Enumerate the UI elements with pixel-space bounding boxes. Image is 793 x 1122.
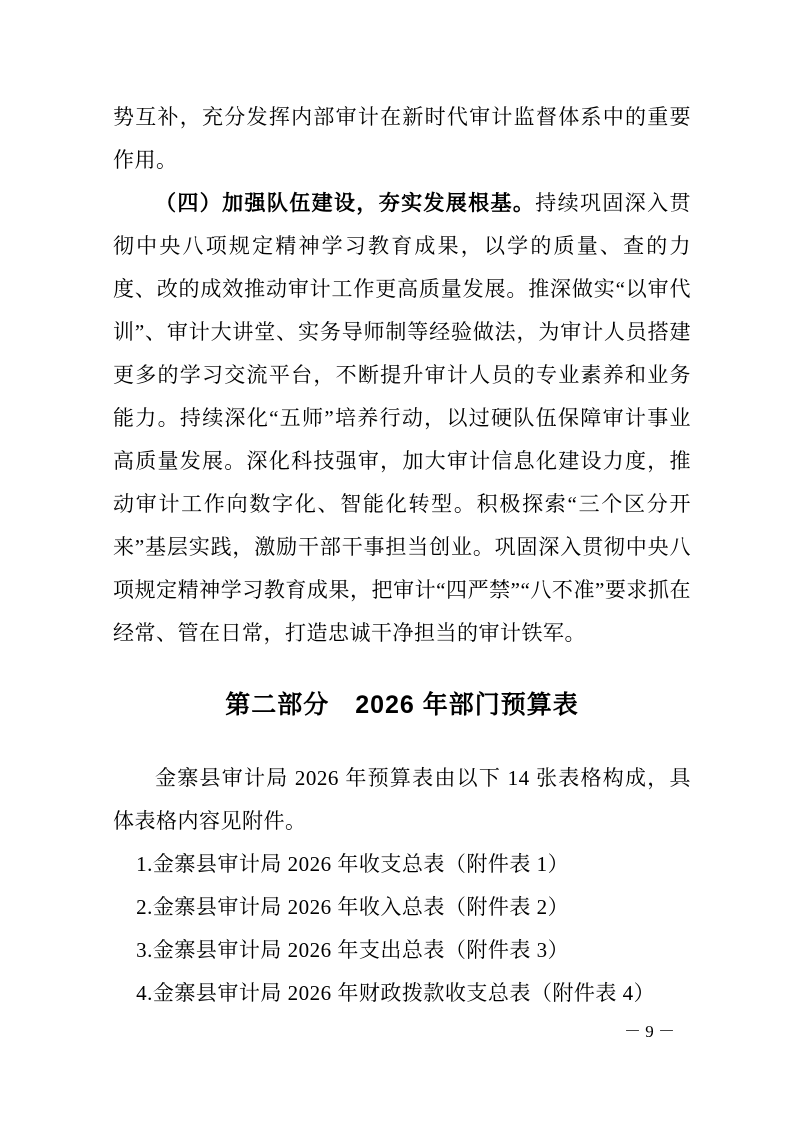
paragraph-continuation: 势互补，充分发挥内部审计在新时代审计监督体系中的重要作用。 [113, 105, 691, 172]
list-item: 1.金寨县审计局 2026 年收支总表（附件表 1） [136, 852, 570, 876]
section4-bold-lead: （四）加强队伍建设，夯实发展根基。 [155, 191, 536, 215]
paragraph-tables-intro: 金寨县审计局 2026 年预算表由以下 14 张表格构成，具体表格内容见附件。 [113, 766, 691, 833]
document-body [113, 96, 691, 1015]
section4-body-text: 持续巩固深入贯彻中央八项规定精神学习教育成果，以学的质量、查的力度、改的成效推动审计工作更高质量发展。推深做实“以审代训”、审计大讲堂、实务导师制等经验做法，为审计人员搭建更多的学习交流平台，不断提升审计人员的专业素养和业务能力。持续深化“五师”培养行动，以过硬队伍保障审计事业高质量发展。深化科技强审，加大审计信息化建设力度，推动审计工作向数字化、智能化转型。积极探索“三个区分开来”基层实践，激励干部干事担当创业。巩固深入贯彻中央八项规定精神学习教育成果，把审计“四严禁”“八不准”要求抓在经常、管在日常，打造忠诚干净担当的审计铁军。 [113, 191, 691, 645]
list-item: 4.金寨县审计局 2026 年财政拨款收支总表（附件表 4） [136, 981, 656, 1005]
table-list [113, 843, 691, 1015]
list-item: 2.金寨县审计局 2026 年收入总表（附件表 2） [136, 895, 570, 919]
list-item: 3.金寨县审计局 2026 年支出总表（附件表 3） [136, 938, 570, 962]
part2-heading: 第二部分 2026 年部门预算表 [225, 691, 579, 719]
page-number: － 9 － [624, 1022, 675, 1041]
paragraph-section4 [113, 182, 691, 655]
